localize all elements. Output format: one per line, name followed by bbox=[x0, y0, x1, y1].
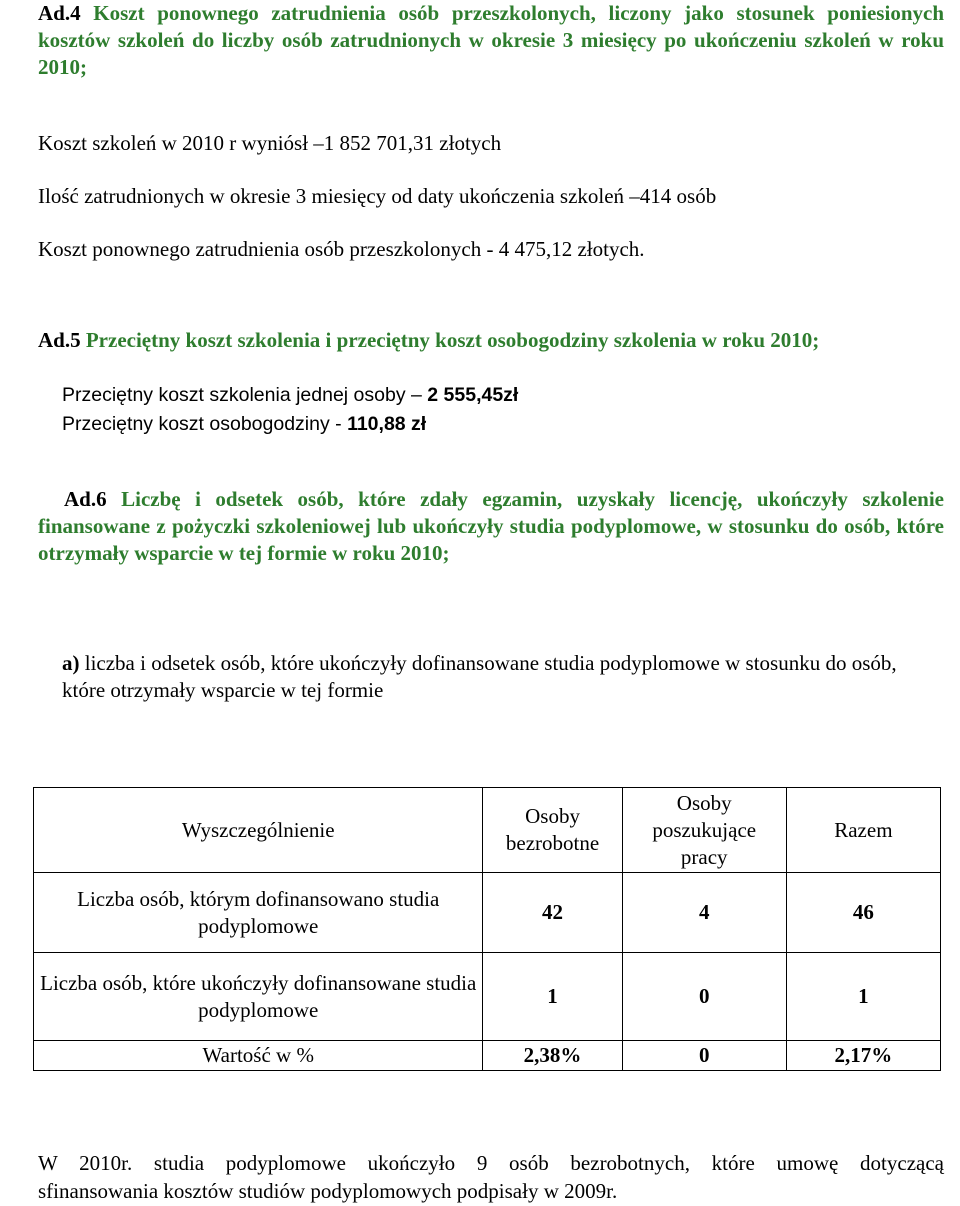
point-a-marker: a) bbox=[62, 651, 80, 675]
table-header-cell: Razem bbox=[786, 788, 940, 873]
table-cell: 0 bbox=[622, 953, 786, 1041]
table-cell: 2,38% bbox=[483, 1041, 622, 1071]
table-row bbox=[34, 1041, 941, 1071]
table-cell: 4 bbox=[622, 873, 786, 953]
ad4-heading bbox=[38, 0, 944, 81]
ad5-label: Ad.5 bbox=[38, 328, 81, 352]
table-row bbox=[34, 953, 941, 1041]
table-header-cell: Wyszczególnienie bbox=[34, 788, 483, 873]
table-cell: 46 bbox=[786, 873, 940, 953]
ad4-reemployment-cost-line: Koszt ponownego zatrudnienia osób przeszkolonych - 4 475,12 złotych. bbox=[38, 237, 645, 261]
table-cell: 1 bbox=[483, 953, 622, 1041]
ad6-title: Liczbę i odsetek osób, które zdały egzamin, uzyskały licencję, ukończyły szkolenie finansowane z pożyczki szkoleniowej lub ukończyły studia podyplomowe, w stosunku do osób, które otrzymały wsparcie w tej formie w roku 2010; bbox=[38, 487, 944, 565]
ad6-label: Ad.6 bbox=[64, 487, 107, 511]
table-header-cell: Osoby bezrobotne bbox=[483, 788, 622, 873]
data-table bbox=[33, 787, 941, 1071]
point-a-text: liczba i odsetek osób, które ukończyły dofinansowane studia podyplomowe w stosunku do osób, które otrzymały wsparcie w tej formie bbox=[62, 651, 897, 702]
footer-line-2: sfinansowania kosztów studiów podyplomowych podpisały w 2009r. bbox=[38, 1179, 618, 1203]
ad6-heading bbox=[38, 486, 944, 567]
footer-line-1: W 2010r. studia podyplomowe ukończyło 9 osób bezrobotnych, które umowę dotyczącą bbox=[38, 1151, 944, 1175]
ad5-heading bbox=[38, 327, 944, 354]
ad5-avg-training-cost-value: 2 555,45zł bbox=[427, 384, 519, 406]
table-row-label: Wartość w % bbox=[34, 1041, 483, 1071]
ad5-avg-hour-cost bbox=[62, 410, 944, 439]
point-a bbox=[62, 650, 930, 704]
ad4-title: Koszt ponownego zatrudnienia osób przeszkolonych, liczony jako stosunek poniesionych kosztów szkoleń do liczby osób zatrudnionych w okresie 3 miesięcy po ukończeniu szkoleń w roku 2010; bbox=[38, 1, 944, 79]
ad5-title: Przeciętny koszt szkolenia i przeciętny koszt osobogodziny szkolenia w roku 2010; bbox=[85, 328, 820, 352]
ad4-cost-line: Koszt szkoleń w 2010 r wyniósł –1 852 701,31 złotych bbox=[38, 131, 502, 155]
table-cell: 1 bbox=[786, 953, 940, 1041]
table-header-row bbox=[34, 788, 941, 873]
table-cell: 42 bbox=[483, 873, 622, 953]
table-row-label: Liczba osób, które ukończyły dofinansowane studia podyplomowe bbox=[34, 953, 483, 1041]
table-header-cell: Osoby poszukujące pracy bbox=[622, 788, 786, 873]
ad5-avg-training-cost-text: Przeciętny koszt szkolenia jednej osoby – bbox=[62, 384, 422, 406]
table-cell: 2,17% bbox=[786, 1041, 940, 1071]
table-row-label: Liczba osób, którym dofinansowano studia podyplomowe bbox=[34, 873, 483, 953]
ad4-employed-line: Ilość zatrudnionych w okresie 3 miesięcy od daty ukończenia szkoleń –414 osób bbox=[38, 184, 717, 208]
table-cell: 0 bbox=[622, 1041, 786, 1071]
table-row bbox=[34, 873, 941, 953]
ad5-avg-hour-cost-value: 110,88 zł bbox=[347, 413, 427, 435]
ad5-avg-training-cost bbox=[62, 381, 944, 410]
ad4-label: Ad.4 bbox=[38, 1, 81, 25]
ad5-avg-hour-cost-text: Przeciętny koszt osobogodziny - bbox=[62, 413, 342, 435]
